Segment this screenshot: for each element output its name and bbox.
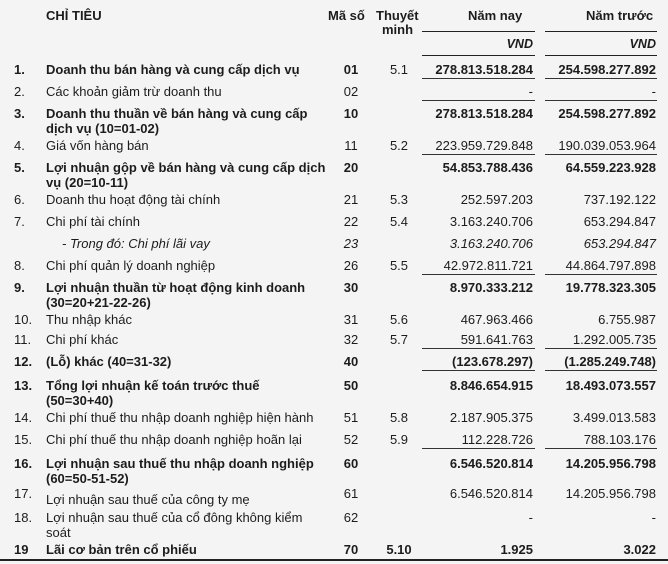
row-previous: 14.205.956.798: [565, 456, 656, 471]
row-label: Lợi nhuận sau thuế thu nhập doanh nghiệp (60=50-51-52): [46, 456, 314, 486]
header-indicator: CHỈ TIÊU: [46, 8, 102, 23]
row-current: (123.678.297): [452, 354, 533, 369]
row-current: 467.963.466: [460, 312, 533, 327]
row-code: 11: [344, 138, 358, 153]
row-code: 31: [343, 312, 359, 327]
row-label: Lợi nhuận sau thuế của công ty mẹ: [46, 492, 250, 507]
row-code: 26: [343, 258, 359, 273]
row-current: 252.597.203: [460, 192, 533, 207]
row-number: 5.: [14, 160, 25, 175]
row-previous: -: [651, 510, 656, 525]
row-number: 6.: [14, 192, 25, 207]
row-code: 61: [343, 486, 359, 501]
row-label: Chi phí tài chính: [46, 214, 140, 229]
row-previous: 190.039.053.964: [558, 138, 656, 153]
row-note: 5.1: [389, 62, 409, 77]
row-label: Các khoản giảm trừ doanh thu: [46, 84, 222, 99]
row-label: - Trong đó: Chi phí lãi vay: [62, 236, 210, 251]
row-previous: 19.778.323.305: [565, 280, 656, 295]
row-label: Chi phí khác: [46, 332, 119, 347]
row-current: 8.846.654.915: [449, 378, 533, 393]
row-code: 23: [343, 236, 359, 251]
row-previous: (1.285.249.748): [564, 354, 656, 369]
header-rule-current-2: [422, 55, 535, 56]
subtotal-rule: [545, 100, 657, 101]
subtotal-rule: [422, 100, 535, 101]
row-previous: 6.755.987: [598, 312, 656, 327]
row-previous: 14.205.956.798: [565, 486, 656, 501]
subtotal-rule: [422, 154, 535, 155]
subtotal-rule: [545, 370, 657, 371]
header-code: Mã số: [328, 8, 365, 23]
row-label: Lợi nhuận gộp về bán hàng và cung cấp dịch vụ (20=10-11): [46, 160, 326, 190]
row-note: 5.5: [389, 258, 409, 273]
row-label: Doanh thu hoạt động tài chính: [46, 192, 221, 207]
row-current: 2.187.905.375: [449, 410, 533, 425]
row-number: 10.: [14, 312, 33, 327]
row-label: Lãi cơ bản trên cổ phiếu: [46, 542, 197, 557]
bottom-rule: [0, 559, 668, 561]
subtotal-rule: [422, 448, 535, 449]
row-code: 40: [343, 354, 359, 369]
subtotal-rule: [545, 348, 657, 349]
row-code: 50: [343, 378, 359, 393]
row-label: Chi phí thuế thu nhập doanh nghiệp hoãn lại: [46, 432, 302, 447]
row-current: 6.546.520.814: [449, 456, 533, 471]
row-number: 18.: [14, 510, 33, 525]
row-label: Doanh thu bán hàng và cung cấp dịch vụ: [46, 62, 300, 77]
row-note: 5.10: [386, 542, 412, 557]
row-note: 5.7: [389, 332, 409, 347]
row-code: 01: [343, 62, 359, 77]
row-previous: 788.103.176: [583, 432, 656, 447]
row-label: Doanh thu thuần về bán hàng và cung cấp dịch vụ (10=01-02): [46, 106, 308, 136]
row-code: 32: [343, 332, 359, 347]
row-label: Chi phí quản lý doanh nghiệp: [46, 258, 216, 273]
header-currency-previous: VND: [629, 37, 656, 51]
row-label: Chi phí thuế thu nhập doanh nghiệp hiện hành: [46, 410, 314, 425]
row-label: Lợi nhuận thuần từ hoạt động kinh doanh (30=20+21-22-26): [46, 280, 306, 310]
row-code: 22: [343, 214, 359, 229]
row-number: 2.: [14, 84, 25, 99]
row-label: (Lỗ) khác (40=31-32): [46, 354, 172, 369]
row-code: 70: [343, 542, 359, 557]
row-code: 20: [343, 160, 359, 175]
row-current: 591.641.763: [460, 332, 533, 347]
row-number: 7.: [14, 214, 25, 229]
row-number: 3.: [14, 106, 25, 121]
row-note: 5.8: [389, 410, 409, 425]
row-number: 14.: [14, 410, 33, 425]
header-rule-current: [422, 31, 535, 32]
row-previous: 254.598.277.892: [558, 62, 656, 77]
row-previous: -: [651, 84, 656, 99]
row-note: 5.6: [389, 312, 409, 327]
row-current: 223.959.729.848: [435, 138, 533, 153]
row-number: 19: [14, 542, 29, 557]
row-note: 5.4: [389, 214, 409, 229]
row-number: 17.: [14, 486, 33, 501]
row-number: 15.: [14, 432, 33, 447]
row-code: 02: [343, 84, 359, 99]
row-number: 16.: [14, 456, 33, 471]
row-code: 30: [343, 280, 359, 295]
row-current: -: [528, 84, 533, 99]
row-previous: 1.292.005.735: [572, 332, 656, 347]
row-number: 4.: [14, 138, 25, 153]
row-code: 62: [343, 510, 359, 525]
row-previous: 653.294.847: [583, 214, 656, 229]
row-current: 8.970.333.212: [449, 280, 533, 295]
subtotal-rule: [545, 154, 657, 155]
row-current: 112.228.726: [461, 432, 533, 447]
row-number: 1.: [14, 62, 25, 77]
header-note-line2: minh: [382, 22, 414, 37]
row-label: Tổng lợi nhuận kế toán trước thuế (50=30+40): [46, 378, 260, 408]
row-note: 5.3: [389, 192, 409, 207]
subtotal-rule: [545, 78, 657, 79]
row-code: 10: [343, 106, 359, 121]
header-previous-year: Năm trước: [586, 8, 654, 23]
row-current: 42.972.811.721: [443, 258, 533, 273]
row-previous: 64.559.223.928: [565, 160, 656, 175]
subtotal-rule: [422, 78, 535, 79]
row-previous: 18.493.073.557: [565, 378, 656, 393]
subtotal-rule: [545, 274, 657, 275]
row-current: 278.813.518.284: [435, 62, 533, 77]
row-current: 3.163.240.706: [449, 214, 533, 229]
row-code: 21: [343, 192, 359, 207]
row-current: 3.163.240.706: [449, 236, 533, 251]
row-label: Giá vốn hàng bán: [46, 138, 149, 153]
row-number: 13.: [14, 378, 33, 393]
row-note: 5.9: [389, 432, 409, 447]
header-rule-previous: [545, 31, 657, 32]
row-note: 5.2: [389, 138, 409, 153]
row-previous: 254.598.277.892: [558, 106, 656, 121]
row-previous: 737.192.122: [583, 192, 656, 207]
row-code: 51: [343, 410, 359, 425]
row-code: 52: [343, 432, 359, 447]
row-number: 8.: [14, 258, 25, 273]
row-current: 54.853.788.436: [442, 160, 533, 175]
row-current: -: [528, 510, 533, 525]
row-previous: 653.294.847: [583, 236, 656, 251]
row-label: Thu nhập khác: [46, 312, 133, 327]
row-number: 12.: [14, 354, 33, 369]
row-previous: 3.499.013.583: [572, 410, 656, 425]
subtotal-rule: [422, 274, 535, 275]
row-current: 6.546.520.814: [449, 486, 533, 501]
subtotal-rule: [422, 370, 535, 371]
row-previous: 44.864.797.898: [565, 258, 656, 273]
row-current: 1.925: [500, 542, 533, 557]
row-current: 278.813.518.284: [435, 106, 533, 121]
header-currency-current: VND: [506, 37, 533, 51]
row-number: 9.: [14, 280, 25, 295]
subtotal-rule: [545, 448, 657, 449]
header-rule-previous-2: [545, 55, 657, 56]
row-label: Lợi nhuận sau thuế của cổ đông không kiểm soát: [46, 510, 303, 540]
row-previous: 3.022: [623, 542, 656, 557]
header-current-year: Năm nay: [468, 8, 523, 23]
row-number: 11.: [14, 332, 32, 347]
row-code: 60: [343, 456, 359, 471]
subtotal-rule: [422, 348, 535, 349]
header-note-line1: Thuyết: [376, 8, 419, 23]
